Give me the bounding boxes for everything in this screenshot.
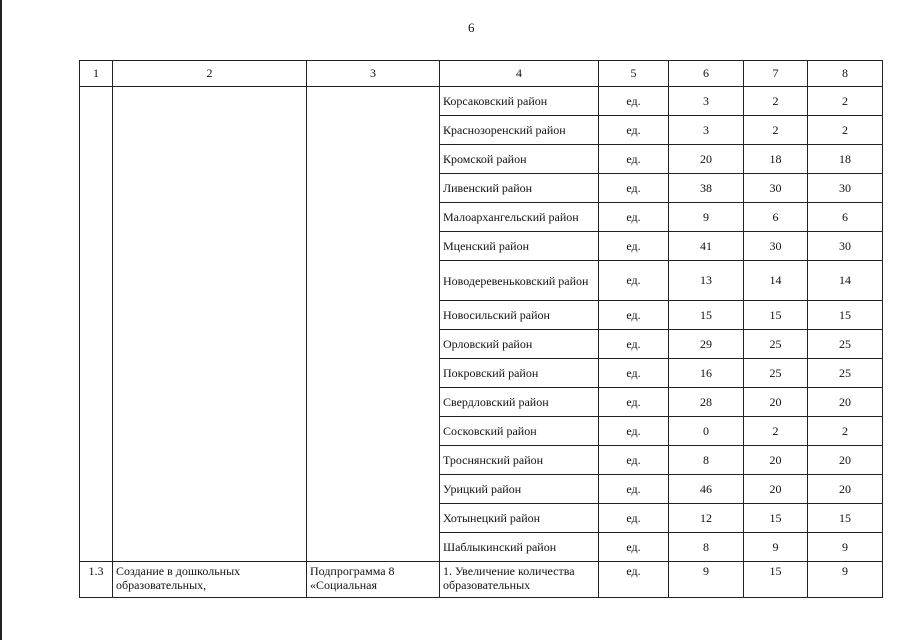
unit: ед.	[599, 533, 669, 562]
district-name: Шаблыкинский район	[440, 533, 599, 562]
value-col-8: 14	[808, 261, 883, 301]
value-col-8: 15	[808, 504, 883, 533]
item-number: 1.3	[80, 562, 113, 598]
unit: ед.	[599, 446, 669, 475]
value-col-7: 25	[744, 359, 808, 388]
cell-number-empty	[80, 87, 113, 562]
district-name: Хотынецкий район	[440, 504, 599, 533]
value-col-8: 2	[808, 116, 883, 145]
value-col-6: 9	[669, 562, 744, 598]
col-header-8: 8	[808, 61, 883, 87]
district-name: Малоархангельский район	[440, 203, 599, 232]
col-header-2: 2	[113, 61, 307, 87]
cell-measure-empty	[113, 87, 307, 562]
value-col-7: 20	[744, 475, 808, 504]
district-name: Кромской район	[440, 145, 599, 174]
value-col-7: 2	[744, 116, 808, 145]
table-row	[80, 562, 883, 598]
value-col-7: 25	[744, 330, 808, 359]
value-col-6: 20	[669, 145, 744, 174]
unit: ед.	[599, 261, 669, 301]
value-col-6: 15	[669, 301, 744, 330]
value-col-8: 20	[808, 475, 883, 504]
value-col-8: 2	[808, 417, 883, 446]
value-col-8: 6	[808, 203, 883, 232]
district-name: Троснянский район	[440, 446, 599, 475]
district-name: Свердловский район	[440, 388, 599, 417]
value-col-8: 20	[808, 388, 883, 417]
district-name: Новосильский район	[440, 301, 599, 330]
district-name: Ливенский район	[440, 174, 599, 203]
unit: ед.	[599, 388, 669, 417]
value-col-6: 41	[669, 232, 744, 261]
unit: ед.	[599, 330, 669, 359]
indicator-table	[79, 60, 883, 598]
table-row	[80, 87, 883, 116]
unit: ед.	[599, 417, 669, 446]
col-header-6: 6	[669, 61, 744, 87]
value-col-6: 9	[669, 203, 744, 232]
district-name: Урицкий район	[440, 475, 599, 504]
unit: ед.	[599, 301, 669, 330]
value-col-8: 30	[808, 174, 883, 203]
unit: ед.	[599, 562, 669, 598]
col-header-4: 4	[440, 61, 599, 87]
value-col-7: 15	[744, 562, 808, 598]
indicator-name: 1. Увеличение количества образовательных	[440, 562, 599, 598]
col-header-7: 7	[744, 61, 808, 87]
value-col-7: 15	[744, 504, 808, 533]
unit: ед.	[599, 87, 669, 116]
value-col-7: 14	[744, 261, 808, 301]
unit: ед.	[599, 203, 669, 232]
unit: ед.	[599, 116, 669, 145]
column-number-row	[80, 61, 883, 87]
value-col-6: 13	[669, 261, 744, 301]
value-col-8: 25	[808, 359, 883, 388]
district-name: Покровский район	[440, 359, 599, 388]
district-name: Орловский район	[440, 330, 599, 359]
value-col-6: 46	[669, 475, 744, 504]
district-name: Мценский район	[440, 232, 599, 261]
value-col-8: 9	[808, 533, 883, 562]
value-col-7: 18	[744, 145, 808, 174]
cell-program-empty	[307, 87, 440, 562]
value-col-7: 20	[744, 446, 808, 475]
value-col-7: 2	[744, 87, 808, 116]
value-col-7: 30	[744, 232, 808, 261]
value-col-7: 20	[744, 388, 808, 417]
value-col-6: 3	[669, 116, 744, 145]
value-col-7: 2	[744, 417, 808, 446]
value-col-6: 29	[669, 330, 744, 359]
value-col-6: 38	[669, 174, 744, 203]
unit: ед.	[599, 475, 669, 504]
page-number: 6	[468, 20, 475, 35]
value-col-7: 15	[744, 301, 808, 330]
value-col-6: 28	[669, 388, 744, 417]
left-margin-rule	[0, 0, 2, 640]
unit: ед.	[599, 359, 669, 388]
value-col-8: 9	[808, 562, 883, 598]
value-col-7: 6	[744, 203, 808, 232]
program-name: Подпрограмма 8 «Социальная	[307, 562, 440, 598]
unit: ед.	[599, 504, 669, 533]
value-col-8: 30	[808, 232, 883, 261]
value-col-8: 18	[808, 145, 883, 174]
value-col-6: 0	[669, 417, 744, 446]
district-name: Новодеревеньковский район	[440, 261, 599, 301]
unit: ед.	[599, 232, 669, 261]
value-col-8: 25	[808, 330, 883, 359]
value-col-8: 2	[808, 87, 883, 116]
value-col-8: 15	[808, 301, 883, 330]
unit: ед.	[599, 145, 669, 174]
value-col-6: 8	[669, 533, 744, 562]
value-col-6: 8	[669, 446, 744, 475]
value-col-8: 20	[808, 446, 883, 475]
value-col-6: 3	[669, 87, 744, 116]
unit: ед.	[599, 174, 669, 203]
district-name: Краснозоренский район	[440, 116, 599, 145]
col-header-3: 3	[307, 61, 440, 87]
district-name: Сосковский район	[440, 417, 599, 446]
value-col-7: 30	[744, 174, 808, 203]
measure-description: Создание в дошкольных образовательных,	[113, 562, 307, 598]
value-col-6: 12	[669, 504, 744, 533]
col-header-5: 5	[599, 61, 669, 87]
value-col-6: 16	[669, 359, 744, 388]
value-col-7: 9	[744, 533, 808, 562]
col-header-1: 1	[80, 61, 113, 87]
district-name: Корсаковский район	[440, 87, 599, 116]
